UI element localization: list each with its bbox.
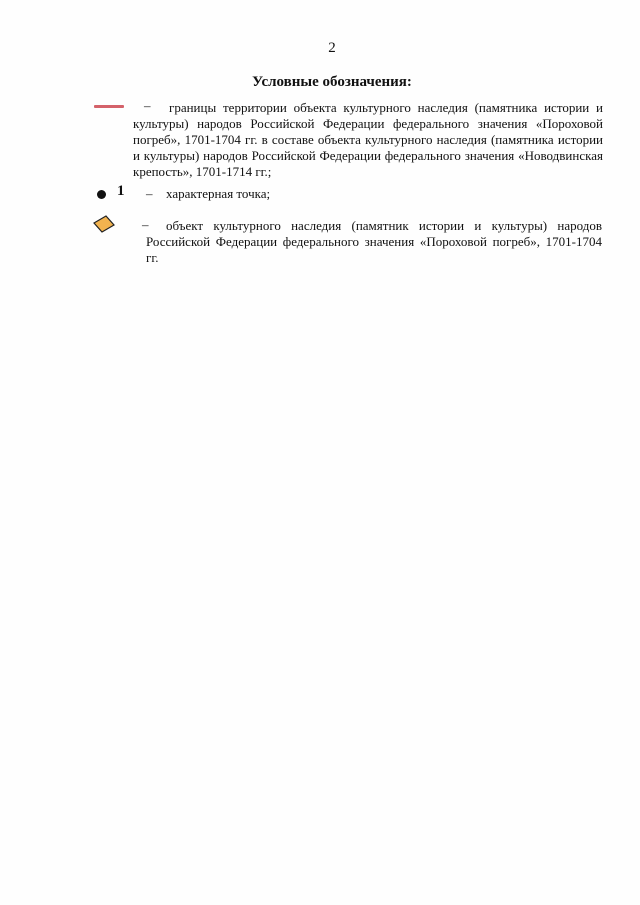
legend-item-boundary <box>0 98 640 178</box>
legend-dash: – <box>142 217 149 232</box>
page-number: 2 <box>328 40 336 56</box>
boundary-line-symbol-icon <box>94 105 124 108</box>
legend-boundary-description: границы территории объекта культурного наследия (памятника истории и культуры) народов Российской Федерации федерального значения «Пороховой погреб», 1701-1704 гг. в составе объекта культурного наследия (памятника истории и культуры) народов Российской Федерации федерального значения «Новодвинская крепость», 1701-1714 гг.; <box>133 100 603 179</box>
legend-item-point <box>0 183 640 203</box>
black-dot-icon <box>97 190 106 199</box>
legend-dash: – <box>144 98 151 113</box>
legend-item-object <box>0 212 640 265</box>
point-number-label: 1 <box>117 183 125 199</box>
orange-rhombus-icon <box>93 215 115 233</box>
legend-heading: Условные обозначения: <box>252 74 412 90</box>
legend-point-description: характерная точка; <box>166 186 271 201</box>
legend-object-description: объект культурного наследия (памятник истории и культуры) народов Российской Федерации федерального значения «Пороховой погреб», 1701-1704 гг. <box>146 218 602 265</box>
legend-dash: – <box>146 186 153 201</box>
